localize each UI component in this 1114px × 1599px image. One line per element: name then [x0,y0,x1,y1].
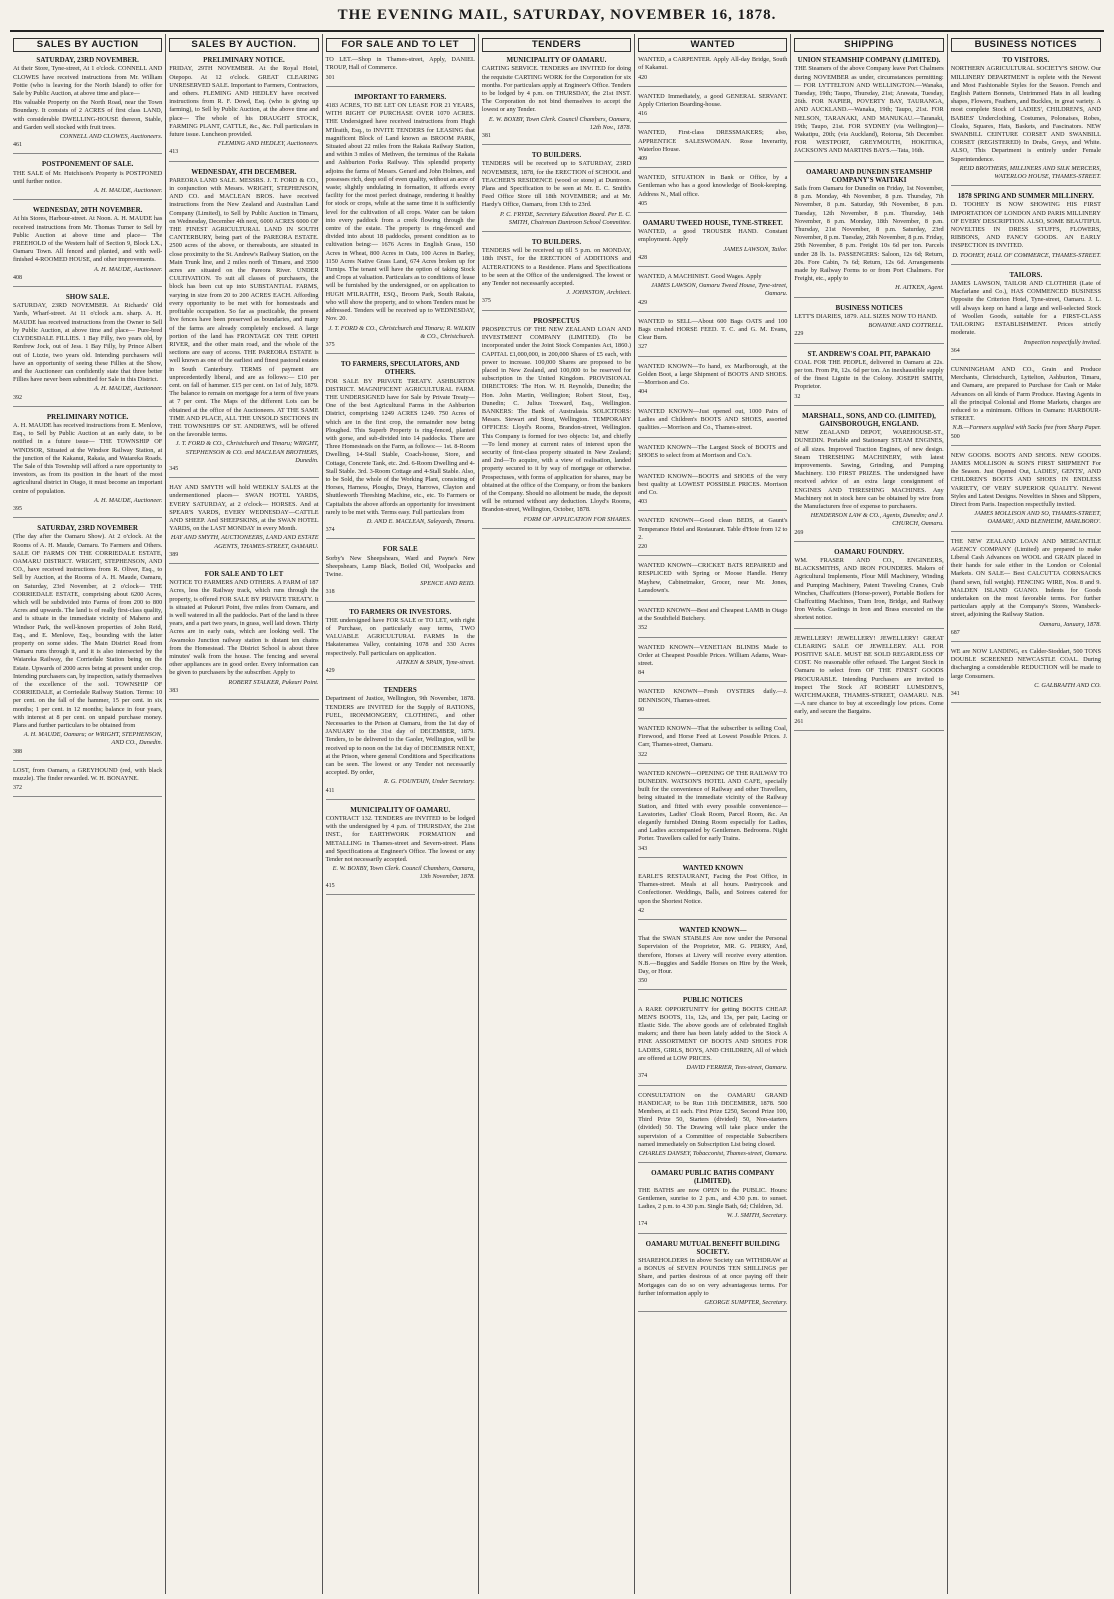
ad-body: WANTED KNOWN—Fresh OYSTERS daily.—J. DENNISON, Thames-street. [638,688,788,704]
ad-title: WANTED KNOWN— [679,926,747,935]
ad-body: WANTED KNOWN—To hand, ex Marlborough, at the Golden Boot, a large Shipment of BOOTS AND SHOES.—Morrison and Co. [638,362,788,387]
ad-number: 374 [638,1073,648,1080]
advertisement [638,926,787,990]
column-7 [948,34,1104,1594]
ad-body: WANTED KNOWN—That the subscriber is selling Coal, Firewood, and Horse Feed at Lowest Possible Prices. J. Carr, Thames-street, Oamaru. [638,724,788,749]
advertisement [638,363,787,402]
ad-body: THE NEW ZEALAND LOAN AND MERCANTILE AGENCY COMPANY (Limited) are prepared to make Liberal Cash Advances on WOOL and GRAIN placed in their hands for sale either in the London or Colonial Markets. ON SALE— Best CALCUTTA CORNSACKS (hand sewn, full weight). FENCING WIRE, Nos. 8 and 9. MALDEN ISLAND GUANO. Indents for Goods undertaken on the most favorable terms. For further particulars apply at the Company's Stores, Wansbeck-street, adjoining the Railway Station. [950,537,1101,619]
ad-body: LOST, from Oamaru, a GREYHOUND (red, with black muzzle). The finder rewarded. W. H. BONAYNE. [13,766,163,783]
advertisement [638,996,787,1085]
column-1 [10,34,166,1594]
column-4 [479,34,635,1594]
advertisement [326,686,475,800]
ad-number: 269 [794,529,804,536]
advertisement [326,360,475,539]
ad-signature: AITKEN & SPAIN, Tyne-street. [396,658,475,666]
ad-title: PRELIMINARY NOTICE. [203,56,285,65]
ad-signature: HAY AND SMYTH, AUCTIONEERS, LAND AND ESTATE AGENTS, THAMES-STREET, OAMARU. [170,534,319,550]
ad-body: NORTHERN AGRICULTURAL SOCIETY'S SHOW. Our MILLINERY DEPARTMENT is replete with the Newest and Most Fashionable Styles for the Season. French and English Pattern Bonnets, Untrimmed Hats in all leading shapes, Flowers, Feathers, and Buckles, in great variety. A most complete Stock of LADIES', CHILDREN'S, AND BABIES' Underclothing, Costumes, Polonaises, Robes, Cloaks, Squares, Hats, Baskets, and Fascinators. NEW SWANBILL CEINTURE CORSET AND SWANBILL CORSET (REGISTERED) In Drabs, Greys, and White. ALSO, This Department is entirely under Female Superintendence. [950,65,1101,163]
ad-number: 389 [169,551,179,558]
advertisement [638,219,787,267]
advertisement [638,1169,787,1233]
ad-body: WANTED, First-class DRESSMAKERS; also, APPRENTICE SALESWOMAN. Rose Inverarity, Waterloo House. [638,129,788,153]
ad-body: PROSPECTUS OF THE NEW ZEALAND LOAN AND INVESTMENT COMPANY (LIMITED). (To be incorporated under the Joint Stock Companies Act, 1860.) CAPITAL £1,000,000, in 200,000 Shares of £5 each, with power to increase. 100,000 Shares are proposed to be placed in New Zealand, and 100,000 to be reserved for subscription in the United Kingdom. PROVISIONAL DIRECTORS: The Hon. W. H. Reynolds, Dunedin; the Hon. John Martin, Wellington; Robert Stout, Esq., Dunedin; C. Julius Toxward, Esq., Wellington. BANKERS: The Bank of Australasia. SOLICITORS: Messrs. Stewart and Stout, Wellington. TEMPORARY OFFICES: Lloyd's Rooms, Brandon-street, Wellington. This Company is formed for two objects: 1st, and chiefly—To lend money at current rates of interest upon the security of first-class property situated in New Zealand; and 2nd—To acquire, with a view of realisation, landed property secured to it by way of mortgage or otherwise. Prospectuses, with forms of application for shares, may be obtained at the office of the Company, or from the bankers of the Company. Should no allotment be made, the deposit will be returned without any deduction. Lloyd's Rooms, Brandon-street, Wellington, October, 1878. [481,325,632,514]
ad-title: SATURDAY, 23RD NOVEMBER [37,524,138,533]
ad-title: TENDERS [383,686,417,695]
ad-body: Sorby's New Sheepshears, Ward and Payne's New Sheepshears, Lamp Black, Boiled Oil, Woolpacks and Twine. [325,554,475,578]
ad-body: WANTED to SELL—About 600 Bags OATS and 100 Bags crushed HORSE FEED. T. C. and G. M. Evans, Clear Burn. [638,317,788,342]
ad-body: D. TOOHEY IS NOW SHOWING HIS FIRST IMPORTATION OF LONDON AND PARIS MILLINERY OF EVERY DESCRIPTION. ALSO, SOME BEAUTIFUL NOVELTIES IN DRESS STUFFS, FLOWERS, RIBBONS, AND FANCY GOODS. AN EARLY INSPECTION IS INVITED. [950,201,1101,250]
advertisement [794,635,943,731]
masthead: THE EVENING MAIL, SATURDAY, NOVEMBER 16, 1878. [337,7,777,23]
ad-title: WANTED KNOWN [682,863,743,872]
advertisement [169,570,318,700]
column-heading: SHIPPING [794,38,943,52]
advertisement [326,545,475,601]
ad-body: At their Store, Tyne-street, At 1 o'clock. CONNELL AND CLOWES have received instructions from Mr. William Pottie (who is leaving for the North Island) to offer for Sale by Public Auction, at above time and place— [13,65,163,98]
ad-title: MUNICIPALITY OF OAMARU. [506,56,607,65]
ad-number: 375 [481,298,491,305]
ad-body: THE undersigned have FOR SALE or TO LET, with right of Purchase, on particularly easy terms, TWO VALUABLE AGRICULTURAL FARMS In the Hakateramea Valley, containing 1078 and 330 Acres respectively. Full particulars on application. [325,616,475,657]
advertisement [794,304,943,344]
ad-body: WM. FRASER AND CO., ENGINEERS, BLACKSMITHS, AND IRON FOUNDERS. Makers of Agricultural Implements, Flour Mill Machinery, Winding and Pumping Machinery, Patent Traveling Cranes, Crab Winches, Chaffcutters (Horse-power), Portable Boilers for Chaffcutting Machines, Tram Iron, Bridge, and Railway Iron Works. Castings in Iron and Brass executed on the shortest notice. [794,556,944,622]
advertisement [638,770,787,858]
ad-number: 343 [638,845,648,852]
advertisement [951,648,1101,703]
ad-signature: CHARLES DANSEY, Tobacconist, Thames-street, Oamaru. [638,1149,788,1157]
advertisement [794,168,943,298]
ad-title: 1878 SPRING AND SUMMER MILLINERY. [957,192,1094,201]
ad-number: 408 [13,274,22,281]
ad-signature: A. H. MAUDE, Auctioneer. [94,385,163,393]
ad-body: WANTED, a good TROUSER HAND. Constant employment. Apply [638,228,788,244]
ad-number: 413 [169,149,179,156]
column-heading: TENDERS [482,38,631,52]
advertisement [638,174,787,213]
column-6 [791,34,947,1594]
ad-body: SHAREHOLDERS in above Society can WITHDRAW at a BONUS of SEVEN POUNDS TEN SHILLINGS per Share, and parties desirous of at once paying off their Mortgages can do so on very advantageous terms. For further information apply to [638,1256,788,1297]
ad-body: WANTED KNOWN—OPENING OF THE RAILWAY TO DUNEDIN. WATSON'S HOTEL AND CAFE, specially built for the convenience of Railway and other Travellers, being situated in the immediate vicinity of the Railway Station, and fitted with every possible convenience—Lavatories, Ladies' Cloak Room, Parcel Room, &c. An elegantly furnished Dining Room especially for Ladies, and Ladies accompanied by Gentlemen. Bedrooms. Night Porter. Travellers called for early Trains. [638,769,788,843]
ad-number: 84 [638,670,645,677]
ad-signature: Oamaru, January, 1878. [1039,620,1101,628]
ad-body: FRIDAY, 29TH NOVEMBER. At the Royal Hotel, Otepopo. At 12 o'clock. GREAT CLEARING UNRESERVED SALE. Important to Farmers, Contractors, and others. FLEMING AND HEDLEY have received instructions from R. F. Dowd, Esq. (who is giving up farming), to Sell by Public Auction, at the above time and place— The whole of his DRAUGHT STOCK, FARMING PLANT, CATTLE, &c., &c. Full particulars in future issue. Luncheon provided. [169,65,319,139]
ad-body: SATURDAY, 23RD NOVEMBER. At Richards' Old Yards, Wharf-street. At 11 o'clock a.m. sharp. A. H. MAUDE has received instructions from the Owner to Sell by Public Auction, at above time and place— Pure-bred CLYDESDALE FILLIES. 1 Bay Filly, two years old, by Renfrew Jock, out of Jess. 1 Bay Filly, by Prince Albert out of Lizzie, two years old. Intending purchasers will have an opportunity of seeing these Fillies at the Show, and the Auctioneer can confidently state that three better Fillies have never been submitted for Sale in this District. [13,302,163,384]
ad-title: WEDNESDAY, 4TH DECEMBER. [191,167,297,176]
ad-number: 409 [638,156,648,163]
ad-title: TO FARMERS OR INVESTORS. [349,607,452,616]
advertisement [638,93,787,124]
column-5 [635,34,791,1594]
ad-signature: D. TOOHEY, HALL OF COMMERCE, THAMES-STREET. [952,251,1101,259]
ad-number: 403 [638,499,648,506]
ad-signature: DAVID FERRIER, Tees-street, Oamaru. [686,1064,788,1072]
ad-number: 261 [794,718,804,725]
ad-signature: REID BROTHERS, MILLINERS AND SILK MERCERS, WATERLOO HOUSE, THAMES-STREET. [959,164,1101,181]
ad-title: TAILORS. [1009,270,1043,279]
ad-title: OAMARU AND DUNEDIN STEAMSHIP COMPANY'S WAITAKI [805,167,933,184]
ad-body-extra: His valuable Property on the North Road, near the Town Boundary. It consists of 2 ACRES of first class LAND, with considerable DWELLING-HOUSE thereon, Stable, and Garden well stocked with fruit trees. [13,99,163,131]
ad-title: OAMARU FOUNDRY. [834,547,904,556]
ad-body: CARTING SERVICE. TENDERS are INVITED for doing the requisite CARTING WORK for the Corporation for six months. For particulars apply at Engineer's Office. Tenders to be lodged by 4 p.m. on THURSDAY, the 21st INST. The Corporation do not bind themselves to accept the lowest or any Tender. [481,65,632,114]
ad-body: NEW ZEALAND DEPOT, WAREHOUSE-ST., DUNEDIN. Portable and Stationary STEAM ENGINES, of all sizes. Improved Traction Engines, of new design. Steam THRESHING MACHINERY, with latest improvements. Sawing, Grinding, and Pumping Machinery. 130 FIRST PRIZES. The undersigned have received advice of an extra large consignment of ENGINES AND THRESHING MACHINES. Any Machinery not in stock here can be obtained by wire from the Manufacturers free of expense to purchasers. [794,429,944,510]
ad-title: BUSINESS NOTICES [835,303,903,312]
ad-signature: A. H. MAUDE, Auctioneer. [94,187,163,195]
ad-number: 429 [638,299,648,306]
ad-number: 174 [638,1221,648,1228]
ad-number: 42 [638,907,645,914]
column-3 [323,34,479,1594]
advertisement [951,452,1101,532]
advertisement [638,444,787,466]
ad-title: ST. ANDREW'S COAL PIT, PAPAKAIO [807,349,931,358]
ad-signature: FLEMING AND HEDLEY, Auctioneers. [217,140,319,148]
advertisement [638,56,787,87]
column-heading: SALES BY AUCTION. [169,38,318,52]
ad-number: 416 [638,111,648,118]
advertisement [169,168,318,479]
ad-number: 404 [638,389,648,396]
ad-title: OAMARU TWEED HOUSE, TYNE-STREET. [642,219,783,228]
ad-body: TO LET.—Shop in Thames-street, Apply, DANIEL TROUP, Hall of Commerce. [325,56,475,72]
ad-body: THE SALE of Mr. Hutchison's Property is POSTPONED until further notice. [13,169,163,185]
masthead-rule [10,30,1104,32]
ad-number: 90 [638,706,645,713]
ad-number: 687 [950,629,960,636]
ad-signature: E. W. BOXBY, Town Clerk. Council Chambers, Oamaru, 12th Nov., 1878. [488,115,632,131]
columns [10,34,1104,1594]
ad-title: TO FARMERS, SPECULATORS, AND OTHERS. [340,360,460,377]
ad-body: That the SWAN STABLES Are now under the Personal Supervision of the Proprietor, MR. G. PERRY, And, therefore, Horses at Livery will receive every attention. N.B.—Buggies and Saddle Horses on Hire by the Week, Day, or Hour. [638,935,788,976]
ad-number: 372 [13,785,22,792]
ad-body: WE are NOW LANDING, ex Calder-Stoddart, 500 TONS DOUBLE SCREENED NEWCASTLE COAL. During discharging a considerable REDUCTION will be made to large Consumers. [950,648,1101,680]
ad-number: 345 [169,465,179,472]
ad-number: 429 [325,668,335,675]
ad-title: PUBLIC NOTICES [682,996,743,1005]
advertisement [326,806,475,895]
ad-number: 395 [13,505,22,512]
ad-number: 352 [638,625,648,632]
advertisement [13,524,162,761]
advertisement [794,548,943,629]
ad-body: A RARE OPPORTUNITY for getting BOOTS CHEAP. MEN'S BOOTS, 11s, 12s, and 13s, per pair, Lacing or Elastic Side. The above goods are of celebrated English makers; and there has been lately added to the Stock A FINE ASSORTMENT OF BOOTS AND SHOES FOR LADIES, GIRLS, BOYS, AND CHILDREN, All of which are offered at LOW PRICES. [638,1005,788,1062]
ad-title: OAMARU MUTUAL BENEFIT BUILDING SOCIETY. [645,1239,780,1256]
ad-body: LETT'S DIARIES, 1879. ALL SIZES NOW TO HAND. [794,312,938,320]
ad-signature: N.B.—Farmers supplied with Sacks free from Sharp Paper. [952,424,1101,432]
ad-signature: JAMES LAWSON, Oamaru Tweed House, Tyne-street, Oamaru. [650,282,788,298]
ad-signature: P. C. FRYDE, Secretary Education Board. Per E. C. SMITH, Chairman Duntroon School Committee. [499,210,632,226]
ad-signature: SPENCE AND REID. [420,580,475,588]
advertisement [326,56,475,87]
ad-body: WANTED KNOWN—The Largest Stock of BOOTS and SHOES to select from at Morrison and Co.'s. [638,444,788,460]
ad-signature: R. G. FOUNTAIN, Under Secretary. [383,778,475,786]
ad-title: TO BUILDERS. [531,151,582,160]
ad-title: PROSPECTUS [533,316,580,325]
ad-body: 4183 ACRES, TO BE LET ON LEASE FOR 21 YEARS, WITH RIGHT OF PURCHASE OVER 1070 ACRES. THE Undersigned have received instructions from Hugh M'Ilraith, Esq., to INVITE TENDERS for LEASING that magnificent Block of Land known as BROOM PARK, Situated about 22 miles from the Rakaia Railway Station, and within 3 miles of Methven, the terminus of the Rakaia and Ashburton Forks Railway. This splendid property adjoins the farms of Messrs. Gerard and John Holmes, and possesses rich, deep soil of even quality, without an acre of waste; slightly undulating in formation, it affords every facility for the most perfect drainage, rendering it healthy for stock or crops, while at the same time it is sufficiently level for the cultivation of all crops. Water can be taken into every paddock from a creek flowing through the centre of the estate. The property is ring-fenced and divided into about 18 paddocks, present condition as to cultivation being:— 1676 Acres in English Grass, 150 Acres in Wheat, 800 Acres in Oats, 100 Acres in Barley, 1150 Acres Native Grass Land, 674 Acres broken up for Turnips. The tenant will have the option of taking Stock and Crops at valuation. Particulars as to conditions of lease will be furnished by the undersigned, or on application to HUGH M'ILRAITH, ESQ., Broom Park, South Rakaia, who will show the property, and to whom Tenders must be addressed. Tenders will be received up to WEDNESDAY, Nov. 20. [325,102,475,323]
ad-signature: H. AITKEN, Agent. [895,284,944,292]
ad-body: At his Stores, Harbour-street. At Noon. A. H. MAUDE has received instructions from Mr. Thomas Turner to Sell by Public Auction at above time and place— The FREEHOLD of the Western half of Section 9, Block LX., Oamaru Town. All fenced and planted, and with well-finished 4-ROOMED HOUSE, and other improvements. [13,215,163,264]
ad-body: WANTED Immediately, a good GENERAL SERVANT. Apply Criterion Boarding-house. [638,92,788,109]
ad-number: 500 [950,433,960,440]
ad-number: 375 [325,341,335,348]
advertisement [638,129,787,168]
ad-number: 461 [13,142,22,149]
ad-number: 301 [325,74,335,81]
ad-signature: JAMES MOLLISON AND SO, THAMES-STREET, OAMARU, AND BLENHEIM, MARLBORO'. [974,510,1101,526]
ad-number: 392 [13,394,22,401]
ad-body: WANTED KNOWN—CRICKET BATS REPAIRED and RESPLICED with Spring or Moose Handle. Henry Mayhew, Cabinetmaker, Grocer, near Mr. Jones, Lansdown's. [638,562,788,594]
advertisement [638,318,787,357]
ad-body: TENDERS will be received up to SATURDAY, 23RD NOVEMBER, 1878, for the ERECTION of SCHOOL and TEACHER'S RESIDENCE (wood or stone) at Duntroon. Plans and Specification to be seen at Mr. E. C. Smith's Feed Office Store till 18th NOVEMBER; and at Mr. Hardy's Office, Oamaru, from 13th to 23rd. [481,160,632,209]
advertisement [951,192,1101,265]
ad-body: WANTED, SITUATION in Bank or Office, by a Gentleman who has a good knowledge of Book-keeping. Address N., Mail office. [638,174,788,198]
ad-number: 415 [325,882,335,889]
ad-number: 322 [638,751,648,758]
ad-signature: A. H. MAUDE, Auctioneer. [94,265,163,273]
ad-title: SATURDAY, 23RD NOVEMBER. [36,56,139,65]
advertisement [482,238,631,311]
ad-number: 32 [794,393,801,400]
column-2 [166,34,322,1594]
ad-signature: A. H. MAUDE, Auctioneer. [94,496,163,504]
advertisement [13,206,162,287]
advertisement [169,56,318,161]
ad-body: Sails from Oamaru for Dunedin on Friday, 1st November, 8 p.m. Monday, 4th November, 8 p.m. Thursday, 7th November, 8 p.m. Saturday, 9th November, 8 p.m. Tuesday, 12th November, 8 p.m. Thursday, 14th November, 8 p.m. Monday, 18th November, 8 p.m. Thursday, 21st November, 8 p.m. Saturday, 23rd November, 8 p.m. Tuesday, 26th November, 8 p.m. Friday, 29th November, 8 p.m. Freight 10s 6d per ton. Parcels under 28 lb. 1s. PASSENGERS: Saloon, 12s 6d; Return, 20s. Fore Cabin, 7s 6d; Return, 12s 6d. Arrangements made by Railway Forms to or from Port Chalmers. For Freight, etc., apply to [794,185,944,283]
ad-body: NEW GOODS. BOOTS AND SHOES. NEW GOODS. JAMES MOLLISON & SON'S FIRST SHIPMENT For the Season. Just Opened Out, LADIES', GENTS', AND CHILDREN'S BOOTS AND SHOES IN ENDLESS VARIETY, OF VERY SUPERIOR QUALITY. Newest Styles and Latest Designs. Novelties in Shoes and Slippers, Direct from Paris. Inspection respectfully invited. [950,451,1101,508]
ad-number: 220 [638,543,648,550]
ad-number: 381 [481,133,491,140]
ad-body: WANTED KNOWN—Just opened out, 1000 Pairs of Ladies and Children's BOOTS AND SHOES, assorted qualities.—Morrison and Co., Thames-street. [638,407,788,431]
ad-signature: D. AND E. MACLEAN, Saleyards, Timaru. [366,517,475,525]
ad-title: TO VISITORS. [1002,56,1050,65]
ad-signature: JAMES LAWSON, Tailor. [723,245,788,253]
ad-body: COAL FOR THE PEOPLE, delivered in Oamaru at 22s. per ton. From Pit, 12s. 6d per ton. An inexhaustible supply of the finest Lignite in the Colony. JOSEPH SMITH, Proprietor. [794,358,944,391]
ad-number: 341 [950,691,960,698]
ad-body: A. H. MAUDE has received instructions from E. Menlove, Esq., to Sell by Public Auction at an early date, to be notified in a future issue— THE TOWNSHIP OF WINDSOR, Situated at the Windsor Railway Station, at the junction of the Kakanui, Rakaia, and Waiareka Roads. The Sale of this Township will afford a rare opportunity to investors, as from its position in the heart of the most agricultural district in Otago, it must become an important centre of population. [13,421,163,495]
ad-number: 350 [638,978,648,985]
advertisement [13,293,162,407]
ad-signature: W. J. SMITH, Secretary. [726,1212,788,1220]
ad-body: TENDERS will be received up till 5 p.m. on MONDAY, 18th INST., for the ERECTION of ADDITIONS and ALTERATIONS to a Residence. Plans and Specifications to be seen at the Office of the undersigned. The lowest or any Tender not necessarily accepted. [481,247,632,288]
ad-signature: BONAYNE AND COTTRELL. [868,322,944,330]
advertisement [482,317,631,529]
column-heading: WANTED [638,38,787,52]
ad-title: SHOW SALE. [65,293,110,302]
ad-signature: CONNELL AND CLOWES, Auctioneers. [59,133,163,141]
ad-title: PRELIMINARY NOTICE. [46,412,129,421]
advertisement [794,350,943,406]
advertisement [638,1092,787,1164]
ad-signature: J. JOHNSTON, Architect. [566,289,632,297]
ad-body: FOR SALE BY PRIVATE TREATY. ASHBURTON DISTRICT. MAGNIFICENT AGRICULTURAL FARM. THE UNDERSIGNED have for Sale by Private Treaty— One of the best Agricultural Farms in the Ashburton District, comprising 1249 ACRES 1249. 750 Acres of which are in the first crop, the remainder now being Ploughed. This Superb Property is ring-fenced, planted with gorse, and sub-divided into 14 paddocks. There are Three Homesteads on the Farm, as follows:— 1st. 8-Room Dwelling, 14-Stall Stable, Coach-house, Store, and Cottage, Concrete Tank, etc. 2nd. 6-Room Dwelling and 4-Stall Stable. 3rd. 3-Room Cottage and 4-Stall Stable. Also, to be Sold, the whole of the Working Plant, consisting of Horses, Harness, Ploughs, Drays, Harrows, Clayton and Shuttleworth Threshing Machine, etc., etc. To Farmers or Capitalists the above affords an opportunity for investment rarely to be met with. Terms easy. Full particulars from [325,377,475,516]
ad-title: WEDNESDAY, 20TH NOVEMBER. [32,206,143,215]
ad-number: 229 [794,331,804,338]
ad-signature: A. H. MAUDE, Oamaru; or WRIGHT, STEPHENSON, AND CO., Dunedin. [23,731,163,747]
ad-title: OAMARU PUBLIC BATHS COMPANY (LIMITED). [651,1169,775,1186]
ad-number: 364 [950,347,960,354]
ad-title: POSTPONEMENT OF SALE. [41,160,134,169]
ad-title: MARSHALL, SONS, AND CO. (LIMITED), GAINSBOROUGH, ENGLAND. [802,411,936,428]
advertisement [13,56,162,154]
advertisement [482,56,631,145]
advertisement [794,56,943,161]
advertisement [13,413,162,518]
ad-title: FOR SALE [382,545,418,554]
ad-body: NOTICE TO FARMERS AND OTHERS. A FARM of 187 Acres, less the Railway track, which runs through the property, is offered FOR SALE BY PRIVATE TREATY. It is situated at Pukeuri Point, five miles from Oamaru, and is well watered in all the paddocks. Part of the land is three years, and a part two years, in grass, well laid down. Thirty Acres are in early oats, which are looking well. The Awamoko Junction railway station is distant ten chains from the Homestead. The District School is about three minutes' walk from the house. The fencing and several other appliances are in good order. Every information can be given to purchasers by the subscriber. Apply to [169,579,319,677]
ad-title: FOR SALE AND TO LET [204,569,284,578]
ad-signature: C. GALBRAITH AND CO. [1034,681,1101,689]
ad-signature: E. W. BOXBY, Town Clerk. Council Chambers, Oamaru, 13th November, 1878. [332,865,475,881]
ad-body: THE Steamers of the above Company leave Port Chalmers during NOVEMBER as under, circumstances permitting:— FOR LYTTELTON AND WELLINGTON.—Wanaka, Tuesday, 19th; Taupo, Thursday, 21st; Arawata, Tuesday, 26th. FOR NAPIER, POVERTY BAY, TAURANGA, AND AUCKLAND.—Wanaka, 19th; Taupo, 21st. FOR NELSON, TARANAKI, AND MANUKAU.—Taranaki, 19th; Taupo, 21st. FOR SYDNEY (via Wellington)—Wakatipu, 20th; (via Auckland), Rotorua, 5th December. FOR WESTPORT, GREYMOUTH, HOKITIKA, JACKSON'S AND MARTINS BAYS.—Tata, 16th. [794,65,944,155]
ad-body: WANTED KNOWN—Best and Cheapest LAMB in Otago at the Southfield Butchery. [638,606,788,623]
ad-number: 327 [638,344,648,351]
ad-body: WANTED, a CARPENTER. Apply All-day Bridge, South of Kakanui. [638,56,788,72]
advertisement [638,725,787,764]
ad-title: MUNICIPALITY OF OAMARU. [350,805,451,814]
advertisement [638,1240,787,1313]
advertisement [638,273,787,312]
advertisement [951,366,1101,446]
advertisement [326,608,475,681]
advertisement [638,688,787,719]
ad-number: 318 [325,589,335,596]
column-heading: SALES BY AUCTION [13,38,162,52]
advertisement [13,160,162,200]
ad-signature: HENDERSON LAW & CO., Agents, Dunedin; and J. CHURCH, Oamaru. [810,512,944,528]
ad-signature: Inspection respectfully invited. [1023,338,1101,346]
ad-signature: ROBERT STALKER, Pukeuri Point. [228,678,319,686]
ad-body: (The day after the Oamaru Show). At 2 o'clock. At the Rooms of A. H. Maude, Oamaru. To Farmers and Others. SALE OF FARMS ON THE CORRIEDALE ESTATE, OAMARU DISTRICT. WRIGHT, STEPHENSON, AND CO., have received instructions from R. Oliver, Esq., to Sell by Auction, at the Rooms of A. H. Maude, Oamaru, on Saturday, 23rd November, at 2 o'clock— THE CORRIEDALE ESTATE, comprising about 6200 Acres, which will be subdivided into Farms of from 200 to 800 Acres and upwards. The land is of really first-class quality, and is situate in the immediate vicinity of Maheno and Windsor Park, the well-known properties of John Reid, Esq., and E. Menlove, Esq., bounding with the latter property on some sides. The Main District Road from Oamaru runs through it, and it is also intersected by the Waiareka Railway, the Corriedale Station being on the Estate. Upwards of 2000 acres being at present under crop. Intending purchasers can, by inspection, satisfy themselves of the excellence of the soil. TOWNSHIP OF CORRIEDALE, at Corriedale Railway Station. Terms: 10 per cent. on the fall of the hammer, 15 per cent. in six months; 1 per cent. in 12 months; balance in four years, with interest at 8 per cent. on unpaid purchase money. Plans and further particulars to be obtained from [13,533,163,730]
ad-number: 420 [638,74,648,81]
ad-body: Department of Justice, Wellington, 9th November, 1878. TENDERS are INVITED for the Supply of RATIONS, FUEL, IRONMONGERY, CLOTHING, and other Necessaries to the Prison at Oamaru, from the 1st day of JANUARY to the 31st day of DECEMBER, 1879. Tenders, to be delivered to the Gaoler, Wellington, will be received up to noon on the 1st day of DECEMBER NEXT, at the Prison, where general Conditions and Specifications can be seen. The lowest or any Tender not necessarily accepted. By order, [325,695,475,777]
ad-body: THE BATHS are now OPEN to the PUBLIC. Hours: Gentlemen, sunrise to 2 p.m., and 4.30 p.m. to sunset. Ladies, 2 p.m. to 4.30 p.m. Single Bath, 6d; Children, 3d. [638,1186,788,1210]
ad-signature: GEORGE SUMPTER, Secretary. [704,1298,788,1306]
ad-body: CONTRACT 132. TENDERS are INVITED to be lodged with the undersigned by 4 p.m. of THURSDAY, the 21st INST., for EARTHWORK FORMATION and METALLING in Thames-street and Severn-street. Plans and Specifications at Engineer's Office. The lowest or any Tender not necessarily accepted. [325,815,475,864]
ad-title: IMPORTANT TO FARMERS. [354,92,447,101]
ad-body: JEWELLERY! JEWELLERY! JEWELLERY! GREAT CLEARING SALE OF JEWELLERY. ALL FOR POSITIVE SALE. MUST BE SOLD REGARDLESS OF COST. No reasonable offer refused. The Largest Stock in Oamaru to select from OF THE FINEST GOODS PROCURABLE. Intending Purchasers are invited to inspect The Stock AT ROBERT LUMSDEN'S, WATCHMAKER, THAMES-STREET, OAMARU. N.B.—A rare chance to buy at exceedingly low prices. Come early, and secure the Bargains. [794,634,944,716]
advertisement [326,93,475,354]
advertisement [169,484,318,564]
ad-number: 428 [638,254,648,261]
ad-body: CONSULTATION on the OAMARU GRAND HANDICAP, to be Run 11th DECEMBER, 1878. 500 Members, at £1 each. First Prize £250, Second Prize 100, Third Prize 50, Starters (divided) 50, Non-starters (divided) 50. The Drawing will take place under the supervision of a Committee of respectable Subscribers named immediately on Subscription List being closed. [638,1091,788,1148]
ad-number: 383 [169,687,179,694]
ad-number: 411 [325,787,335,794]
advertisement [638,607,787,638]
ad-signature: J. T. FORD & CO., Christchurch and Timaru; WRIGHT, STEPHENSON & CO. and MACLEAN BROTHERS, Dunedin. [175,440,319,464]
column-heading: BUSINESS NOTICES [951,38,1101,52]
ad-number: 405 [638,200,648,207]
ad-title: UNION STEAMSHIP COMPANY (LIMITED). [797,56,941,65]
advertisement [638,517,787,556]
ad-body: WANTED KNOWN—BOOTS and SHOES of the very best quality at LOWEST POSSIBLE PRICES. Morrison and Co. [638,472,788,496]
ad-signature: FORM OF APPLICATION FOR SHARES. [523,515,632,523]
ad-body: WANTED, A MACHINIST. Good Wages. Apply [638,273,762,281]
ad-body: HAY AND SMYTH will hold WEEKLY SALES at the undermentioned places— SWAN HOTEL YARDS, EVERY SATURDAY, at 2 o'clock— HORSES. And at SPEAR'S YARDS, EVERY WEDNESDAY—CATTLE AND SHEEP. And SHEEPSKINS, at the SWAN HOTEL YARDS, on the LAST MONDAY in every Month. [169,484,319,533]
advertisement [951,538,1101,642]
advertisement [794,412,943,542]
ad-number: 374 [325,527,335,534]
advertisement [951,56,1101,186]
ad-body: EARLE'S RESTAURANT, Facing the Post Office, in Thames-street. Meals at all hours. Pastrycook and Confectioner. Weddings, Balls, and Soirees catered for upon the Shortest Notice. [638,873,788,905]
advertisement [638,864,787,920]
advertisement [951,271,1101,360]
ad-body: PAREORA LAND SALE. MESSRS. J. T. FORD & CO., in conjunction with Messrs. WRIGHT, STEPHENSON, AND CO. and MACLEAN BROS. have received instructions from the New Zealand and Australian Land Company (Limited), to Sell by Public Auction in Timaru, on Wednesday, December 4th next, 6000 ACRES 6000 OF THE FINEST AGRICULTURAL LAND IN SOUTH CANTERBURY, being part of the PAREORA ESTATE. 2500 acres of the above, or thereabouts, are situated in close proximity to the St. Andrew's Railway Station, on the Main Trunk line, and 2 miles north of Timaru, and 3500 acres are situated on the Pareora River. UNDER CULTIVATION. To suit all classes of purchasers, the block has been cut up into SUBSTANTIAL FARMS, varying in size from 20 to 200 ACRES EACH. Affording every opportunity to be met with for homesteads and profitable occupation. So far as practicable, the present live fences have been preserved as boundaries, and many of the farms are already completely enclosed. A large portion of the land has FRONTAGE ON THE OPIHI RIVER, and the other main road, and the whole of the sections are easy of access. THE PAREORA ESTATE is well known as one of the earliest and finest pastoral estates in South Canterbury. TERMS of payment are unprecedentedly liberal, and are as follows:— £10 per cent. on fall of hammer. £15 per cent. on 1st of July, 1879. The balance to remain on mortgage for a term of five years at 7 per cent. The Maps of the different Lots can be obtained at the office of the Auctioneers. AT THE SAME TIME AND PLACE, ALL THE UNSOLD SECTIONS IN THE TOWNSHIPS OF ST. ANDREWS, will be offered on the favorable terms. [169,176,319,439]
column-heading: FOR SALE AND TO LET [326,38,475,52]
ad-title: TO BUILDERS. [531,238,582,247]
advertisement [638,473,787,512]
advertisement [13,767,162,798]
ad-number: 388 [13,748,22,755]
advertisement [638,644,787,683]
advertisement [638,562,787,601]
ad-body: WANTED KNOWN—VENETIAN BLINDS Made to Order at Cheapest Possible Prices. William Adams, Wear-street. [638,643,788,667]
ad-body: JAMES LAWSON, TAILOR AND CLOTHIER (Late of Macfarlane and Co.), HAS COMMENCED BUSINESS Opposite the Criterion Hotel, Tyne-street, Oamaru. J. L. will always keep on hand a large and well-selected Stock of Woollen Goods, suitable for a FIRST-CLASS TAILORING ESTABLISHMENT. Prices strictly moderate. [950,280,1101,337]
ad-body: CUNNINGHAM AND CO., Grain and Produce Merchants, Christchurch, Lyttelton, Ashburton, Timaru, and Oamaru, are prepared to Purchase for Cash or Make Advances on all kinds of Farm Produce. Having Agents in all the principal Colonial and Home Markets, charges are reduced to a minimum. Offices in Oamaru: HARBOUR-STREET. [950,365,1101,423]
ad-signature: J. T. FORD & CO., Christchurch and Timaru; R. WILKIN & CO., Christchurch. [328,324,475,340]
advertisement [482,151,631,232]
ad-body: WANTED KNOWN—Good clean BEDS, at Gaunt's Temperance Hotel and Restaurant. Table d'Hote from 12 to 2. [638,517,788,541]
advertisement [638,408,787,439]
